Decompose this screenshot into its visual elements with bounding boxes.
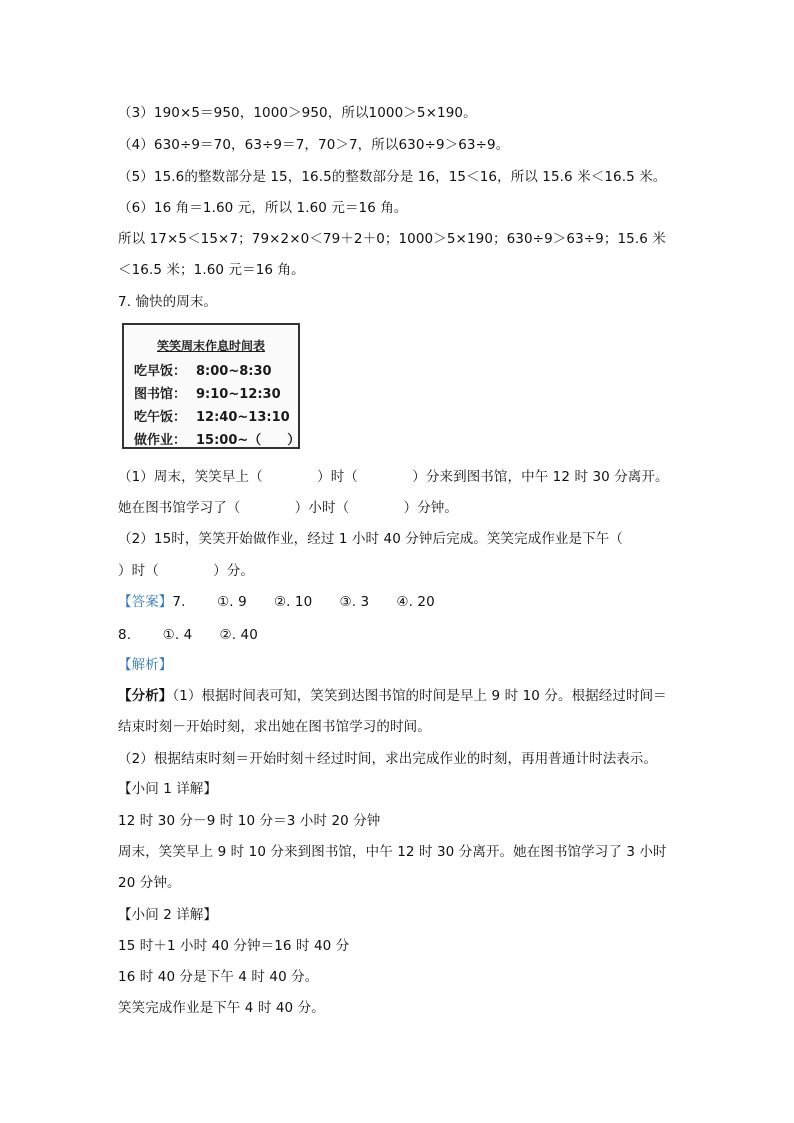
- sub2-line-3: 笑笑完成作业是下午 4 时 40 分。: [118, 1000, 325, 1016]
- sub1-line-2: 周末，笑笑早上 9 时 10 分来到图书馆，中午 12 时 30 分离开。她在图书馆学习了 3 小时: [118, 844, 667, 860]
- schedule-time: 12:40~13:10: [196, 410, 290, 425]
- schedule-row-library: [134, 383, 281, 402]
- sub1-line-1: 12 时 30 分－9 时 10 分＝3 小时 20 分钟: [118, 813, 381, 829]
- fenxi-text-1: （1）根据时间表可知，笑笑到达图书馆的时间是早上 9 时 10 分。根据经过时间＝: [172, 688, 667, 704]
- schedule-label: 做作业：: [134, 433, 187, 448]
- question-part-2-line-b: ）时（ ）分。: [118, 563, 254, 579]
- sub-question-2-tag: 【小问 2 详解】: [118, 907, 218, 923]
- sub1-line-3: 20 分钟。: [118, 875, 181, 891]
- solution-line-4: （4）630÷9＝70，63÷9＝7，70＞7，所以630÷9＞63÷9。: [118, 137, 510, 153]
- schedule-time: 8:00~8:30: [196, 364, 272, 379]
- fenxi-line-3: （2）根据结束时刻＝开始时刻＋经过时间，求出完成作业的时刻，再用普通计时法表示。: [118, 751, 658, 767]
- answer-text-1: 7. ①. 9 ②. 10 ③. 3 ④. 20: [172, 594, 435, 610]
- answer-line-1: [118, 593, 435, 611]
- schedule-row-lunch: [134, 406, 290, 425]
- answer-line-2: 8. ①. 4 ②. 40: [118, 627, 258, 643]
- schedule-time: 9:10~12:30: [196, 387, 281, 402]
- fenxi-line-1: [118, 687, 667, 705]
- sub2-line-1: 15 时＋1 小时 40 分钟＝16 时 40 分: [118, 938, 350, 954]
- summary-line-1: 所以 17×5＜15×7；79×2×0＜79＋2＋0；1000＞5×190；630÷9＞63÷9；15.6 米: [118, 231, 666, 247]
- schedule-table-image: [122, 323, 300, 449]
- question-7-title: 7. 愉快的周末。: [118, 294, 218, 310]
- solution-line-5: （5）15.6的整数部分是 15，16.5的整数部分是 16，15＜16，所以 15.6 米＜16.5 米。: [118, 169, 667, 185]
- question-part-2-line-a: （2）15时，笑笑开始做作业，经过 1 小时 40 分钟后完成。笑笑完成作业是下午（: [118, 531, 623, 547]
- schedule-row-homework: [134, 429, 300, 448]
- sub2-line-2: 16 时 40 分是下午 4 时 40 分。: [118, 969, 319, 985]
- schedule-label: 吃早饭：: [134, 364, 187, 379]
- question-part-1-line-a: （1）周末，笑笑早上（ ）时（ ）分来到图书馆，中午 12 时 30 分离开。: [118, 469, 669, 485]
- fenxi-line-2: 结束时刻－开始时刻，求出她在图书馆学习的时间。: [118, 719, 431, 735]
- solution-line-6: （6）16 角＝1.60 元，所以 1.60 元＝16 角。: [118, 200, 408, 216]
- schedule-row-breakfast: [134, 360, 272, 379]
- summary-line-2: ＜16.5 米；1.60 元＝16 角。: [118, 262, 305, 278]
- schedule-title: 笑笑周末作息时间表: [156, 339, 265, 353]
- solution-line-3: （3）190×5＝950，1000＞950，所以1000＞5×190。: [118, 105, 477, 121]
- answer-tag: 【答案】: [118, 594, 173, 610]
- analysis-tag: 【解析】: [118, 657, 173, 673]
- sub-question-1-tag: 【小问 1 详解】: [118, 781, 218, 797]
- schedule-time: 15:00~（ ）: [196, 433, 301, 448]
- schedule-label: 吃午饭：: [134, 410, 187, 425]
- schedule-label: 图书馆：: [134, 387, 187, 402]
- fenxi-tag: 【分析】: [118, 688, 173, 704]
- question-part-1-line-b: 她在图书馆学习了（ ）小时（ ）分钟。: [118, 500, 458, 516]
